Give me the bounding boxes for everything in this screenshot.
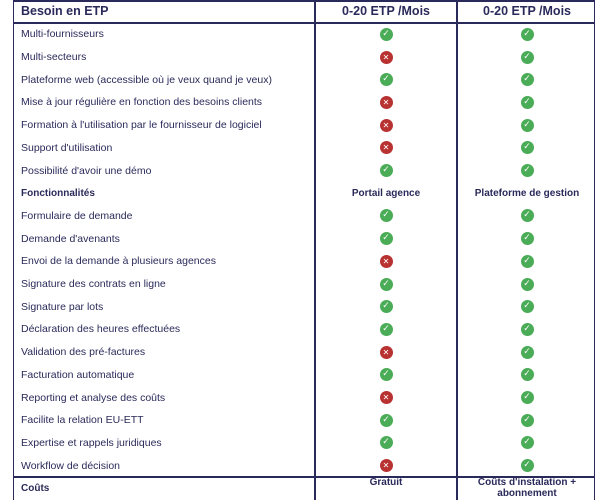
feature-label: Mise à jour régulière en fonction des besoins clients bbox=[21, 96, 263, 109]
section-col2-text: Coûts d'instalation + abonnement bbox=[477, 477, 577, 499]
check-icon: ✓ bbox=[521, 96, 534, 109]
feature-label: Facilite la relation EU-ETT bbox=[21, 414, 144, 427]
feature-label: Reporting et analyse des coûts bbox=[21, 391, 166, 404]
cross-icon: ✕ bbox=[380, 119, 393, 132]
col1-status bbox=[316, 300, 456, 313]
column-1-header: 0-20 ETP /Mois bbox=[342, 4, 430, 18]
table-row bbox=[14, 227, 594, 250]
feature-label: Envoi de la demande à plusieurs agences bbox=[21, 255, 216, 268]
col2-status bbox=[458, 255, 596, 268]
check-icon: ✓ bbox=[380, 368, 393, 381]
col1-status bbox=[316, 96, 456, 109]
column-2-header: 0-20 ETP /Mois bbox=[483, 4, 571, 18]
table-row bbox=[14, 364, 594, 387]
col2-status bbox=[458, 51, 596, 64]
cross-icon: ✕ bbox=[380, 346, 393, 359]
col1-status bbox=[316, 391, 456, 404]
col2-status bbox=[458, 73, 596, 86]
header-row bbox=[14, 0, 594, 22]
table-row bbox=[14, 159, 594, 182]
table-row bbox=[14, 68, 594, 91]
table-row bbox=[14, 250, 594, 273]
col2-status bbox=[458, 323, 596, 336]
table-row bbox=[14, 91, 594, 114]
col2-status bbox=[458, 232, 596, 245]
check-icon: ✓ bbox=[380, 323, 393, 336]
check-icon: ✓ bbox=[521, 346, 534, 359]
feature-label: Multi-secteurs bbox=[21, 51, 87, 64]
table-row bbox=[14, 137, 594, 160]
table-row bbox=[14, 454, 594, 477]
check-icon: ✓ bbox=[521, 255, 534, 268]
cross-icon: ✕ bbox=[380, 391, 393, 404]
check-icon: ✓ bbox=[521, 414, 534, 427]
col2-status bbox=[458, 414, 596, 427]
feature-label: Plateforme web (accessible où je veux quand je veux) bbox=[21, 73, 272, 86]
section-label: Coûts bbox=[21, 482, 50, 494]
check-icon: ✓ bbox=[380, 164, 393, 177]
table-row bbox=[14, 432, 594, 455]
feature-label: Possibilité d'avoir une démo bbox=[21, 164, 152, 177]
cross-icon: ✕ bbox=[380, 141, 393, 154]
check-icon: ✓ bbox=[521, 436, 534, 449]
feature-label: Multi-fournisseurs bbox=[21, 28, 104, 41]
col2-status bbox=[458, 119, 596, 132]
check-icon: ✓ bbox=[521, 51, 534, 64]
col2-status bbox=[458, 28, 596, 41]
col1-status bbox=[316, 323, 456, 336]
check-icon: ✓ bbox=[380, 232, 393, 245]
check-icon: ✓ bbox=[521, 368, 534, 381]
col1-status bbox=[316, 209, 456, 222]
section-col2-text: Plateforme de gestion bbox=[474, 187, 580, 199]
table-row bbox=[14, 295, 594, 318]
col2-status bbox=[458, 96, 596, 109]
col1-status bbox=[316, 436, 456, 449]
col1-status bbox=[316, 232, 456, 245]
check-icon: ✓ bbox=[521, 209, 534, 222]
section-col1-text: Portail agence bbox=[351, 187, 421, 199]
cross-icon: ✕ bbox=[380, 459, 393, 472]
check-icon: ✓ bbox=[521, 164, 534, 177]
feature-label: Formulaire de demande bbox=[21, 209, 133, 222]
table-row bbox=[14, 46, 594, 69]
check-icon: ✓ bbox=[521, 141, 534, 154]
section-row bbox=[14, 182, 594, 205]
feature-label: Validation des pré-factures bbox=[21, 346, 146, 359]
check-icon: ✓ bbox=[521, 391, 534, 404]
check-icon: ✓ bbox=[380, 28, 393, 41]
col1-status bbox=[316, 164, 456, 177]
feature-label: Expertise et rappels juridiques bbox=[21, 436, 162, 449]
col1-status bbox=[316, 51, 456, 64]
section-col1-text: Gratuit bbox=[369, 477, 403, 488]
check-icon: ✓ bbox=[521, 459, 534, 472]
check-icon: ✓ bbox=[380, 300, 393, 313]
check-icon: ✓ bbox=[521, 300, 534, 313]
col2-status bbox=[458, 141, 596, 154]
table-row bbox=[14, 273, 594, 296]
feature-label: Déclaration des heures effectuées bbox=[21, 323, 181, 336]
need-header: Besoin en ETP bbox=[21, 4, 109, 18]
col1-status bbox=[316, 141, 456, 154]
comparison-table bbox=[13, 0, 595, 500]
col1-status bbox=[316, 459, 456, 472]
col1-status bbox=[316, 414, 456, 427]
feature-label: Formation à l'utilisation par le fournisseur de logiciel bbox=[21, 119, 262, 132]
section-label: Fonctionnalités bbox=[21, 187, 95, 199]
col2-status bbox=[458, 209, 596, 222]
table-row bbox=[14, 205, 594, 228]
col1-status bbox=[316, 255, 456, 268]
feature-label: Signature par lots bbox=[21, 300, 104, 313]
cross-icon: ✕ bbox=[380, 96, 393, 109]
col1-status bbox=[316, 73, 456, 86]
check-icon: ✓ bbox=[521, 73, 534, 86]
feature-label: Facturation automatique bbox=[21, 368, 135, 381]
col2-status bbox=[458, 300, 596, 313]
check-icon: ✓ bbox=[380, 73, 393, 86]
col1-status bbox=[316, 346, 456, 359]
col1-status bbox=[316, 368, 456, 381]
feature-label: Signature des contrats en ligne bbox=[21, 278, 166, 291]
feature-label: Workflow de décision bbox=[21, 459, 121, 472]
check-icon: ✓ bbox=[380, 414, 393, 427]
col2-status bbox=[458, 164, 596, 177]
cross-icon: ✕ bbox=[380, 51, 393, 64]
feature-label: Support d'utilisation bbox=[21, 141, 113, 154]
col2-status bbox=[458, 391, 596, 404]
table-row bbox=[14, 409, 594, 432]
col2-status bbox=[458, 278, 596, 291]
col1-status bbox=[316, 28, 456, 41]
table-row bbox=[14, 341, 594, 364]
check-icon: ✓ bbox=[380, 209, 393, 222]
col1-status bbox=[316, 278, 456, 291]
table-row bbox=[14, 386, 594, 409]
col2-status bbox=[458, 459, 596, 472]
col1-status bbox=[316, 119, 456, 132]
check-icon: ✓ bbox=[521, 323, 534, 336]
check-icon: ✓ bbox=[380, 436, 393, 449]
col2-status bbox=[458, 346, 596, 359]
check-icon: ✓ bbox=[521, 232, 534, 245]
cross-icon: ✕ bbox=[380, 255, 393, 268]
table-row bbox=[14, 23, 594, 46]
col2-status bbox=[458, 436, 596, 449]
table-row bbox=[14, 318, 594, 341]
table-row bbox=[14, 114, 594, 137]
check-icon: ✓ bbox=[521, 119, 534, 132]
col2-status bbox=[458, 368, 596, 381]
check-icon: ✓ bbox=[380, 278, 393, 291]
check-icon: ✓ bbox=[521, 28, 534, 41]
section-row bbox=[14, 477, 594, 500]
check-icon: ✓ bbox=[521, 278, 534, 291]
feature-label: Demande d'avenants bbox=[21, 232, 120, 245]
